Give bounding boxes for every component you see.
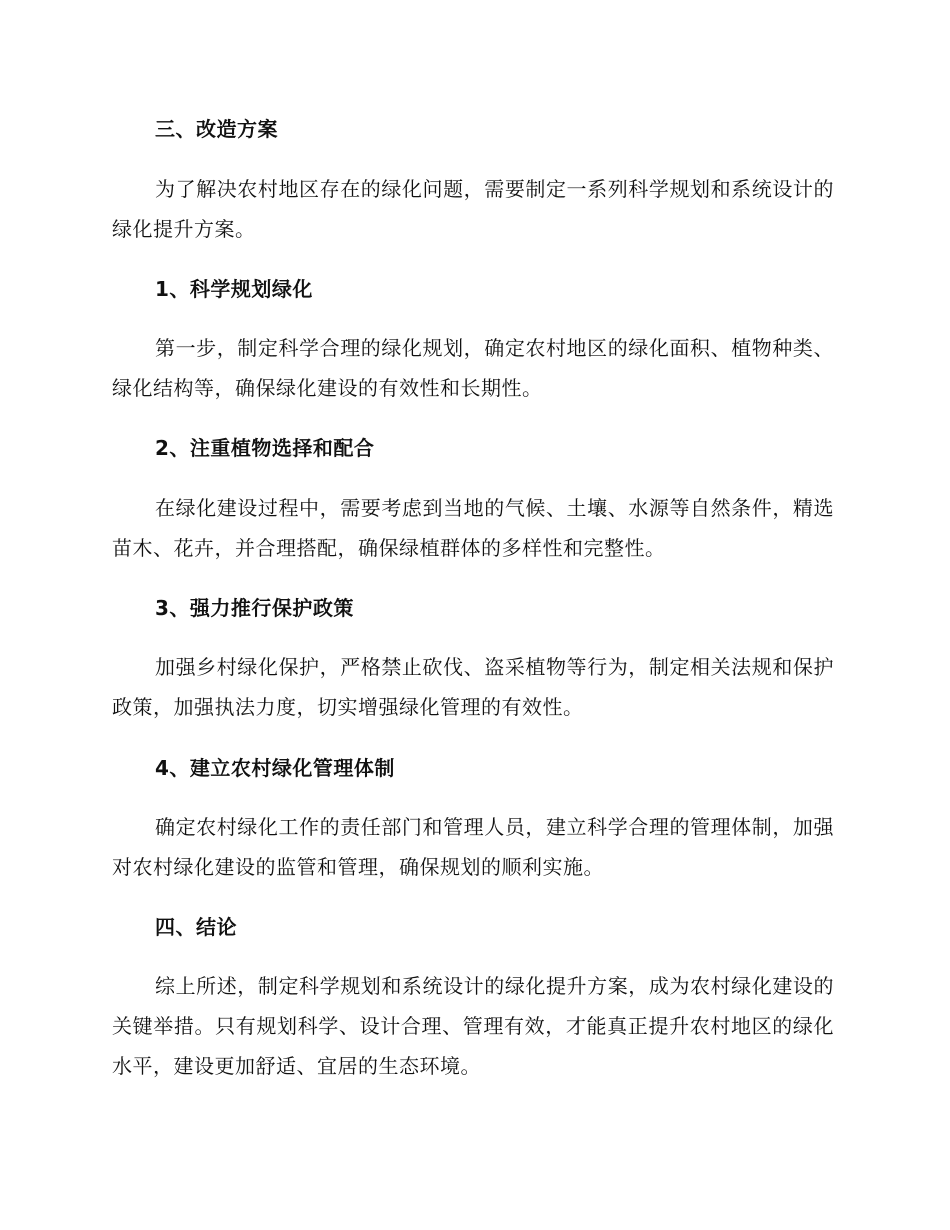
paragraph-scientific-planning: 第一步，制定科学合理的绿化规划，确定农村地区的绿化面积、植物种类、绿化结构等，确保绿化建设的有效性和长期性。 bbox=[112, 336, 834, 400]
subsection-heading-management-system: 4、建立农村绿化管理体制 bbox=[155, 756, 395, 780]
subsection-heading-plant-selection: 2、注重植物选择和配合 bbox=[155, 436, 375, 460]
subsection-heading-scientific-planning: 1、科学规划绿化 bbox=[155, 277, 313, 301]
paragraph-management-system: 确定农村绿化工作的责任部门和管理人员，建立科学合理的管理体制，加强对农村绿化建设的监管和管理，确保规划的顺利实施。 bbox=[112, 815, 834, 879]
paragraph-plant-selection: 在绿化建设过程中，需要考虑到当地的气候、土壤、水源等自然条件，精选苗木、花卉，并合理搭配，确保绿植群体的多样性和完整性。 bbox=[112, 496, 834, 560]
paragraph-conclusion: 综上所述，制定科学规划和系统设计的绿化提升方案，成为农村绿化建设的关键举措。只有规划科学、设计合理、管理有效，才能真正提升农村地区的绿化水平，建设更加舒适、宜居的生态环境。 bbox=[112, 974, 834, 1078]
section-heading-renovation-plan: 三、改造方案 bbox=[155, 117, 278, 141]
paragraph-renovation-plan: 为了解决农村地区存在的绿化问题，需要制定一系列科学规划和系统设计的绿化提升方案。 bbox=[112, 177, 834, 241]
subsection-heading-protection-policy: 3、强力推行保护政策 bbox=[155, 596, 354, 620]
section-heading-conclusion: 四、结论 bbox=[155, 915, 237, 939]
paragraph-protection-policy: 加强乡村绿化保护，严格禁止砍伐、盗采植物等行为，制定相关法规和保护政策，加强执法力度，切实增强绿化管理的有效性。 bbox=[112, 655, 834, 719]
